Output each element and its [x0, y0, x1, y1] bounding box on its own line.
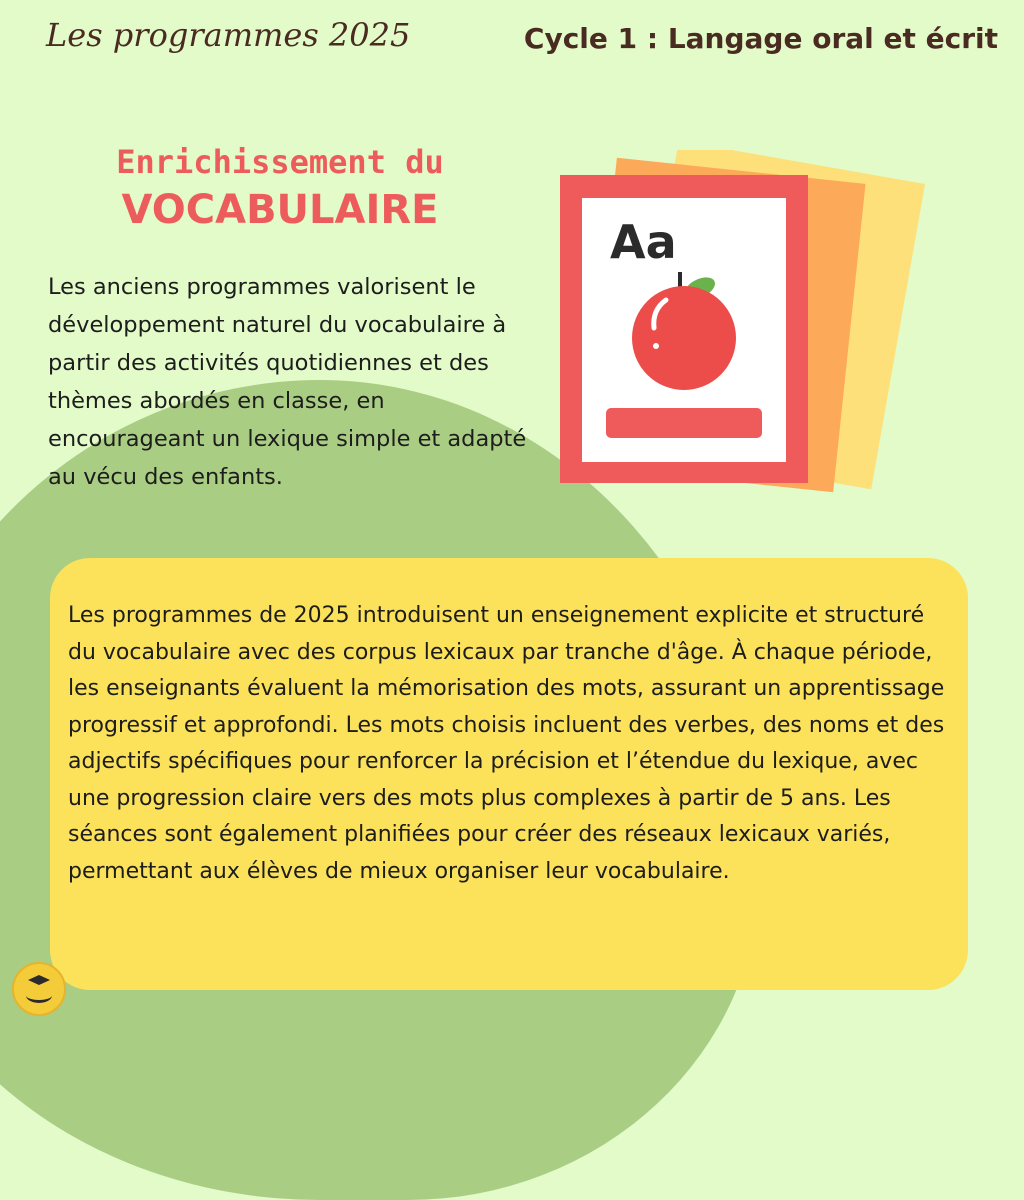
alphabet-flashcard-apple-icon	[540, 150, 980, 550]
card-letters: Aa	[610, 215, 677, 269]
highlight-paragraph: Les programmes de 2025 introduisent un enseignement explicite et structuré du vocabulaire avec des corpus lexicaux par tranche d'âge. À chaque période, les enseignants évaluent la mémorisation des mots, assurant un apprentissage progressif et approfondi. Les mots choisis incluent des verbes, des noms et des adjectifs spécifiques pour renforcer la précision et l’étendue du lexique, avec une progression claire vers des mots plus complexes à partir de 5 ans. Les séances sont également planifiées pour créer des réseaux lexicaux variés, permettant aux élèves de mieux organiser leur vocabulaire.	[68, 603, 945, 884]
graduation-cap-icon	[28, 975, 50, 985]
apple-highlight-dot	[653, 343, 659, 349]
page-title	[60, 140, 500, 236]
card-label-bar	[606, 408, 762, 438]
book-icon	[26, 988, 52, 1003]
apple-body	[632, 286, 736, 390]
title-line-2: VOCABULAIRE	[121, 187, 439, 233]
cycle-title: Cycle 1 : Langage oral et écrit	[523, 22, 998, 55]
intro-paragraph: Les anciens programmes valorisent le développement naturel du vocabulaire à partir des activités quotidiennes et des thèmes abordés en classe, en encourageant un lexique simple et adapté au vécu des enfants.	[48, 274, 527, 490]
title-line-1: Enrichissement du	[116, 143, 444, 181]
series-title: Les programmes 2025	[46, 16, 411, 54]
graduation-cap-book-logo	[12, 962, 66, 1016]
